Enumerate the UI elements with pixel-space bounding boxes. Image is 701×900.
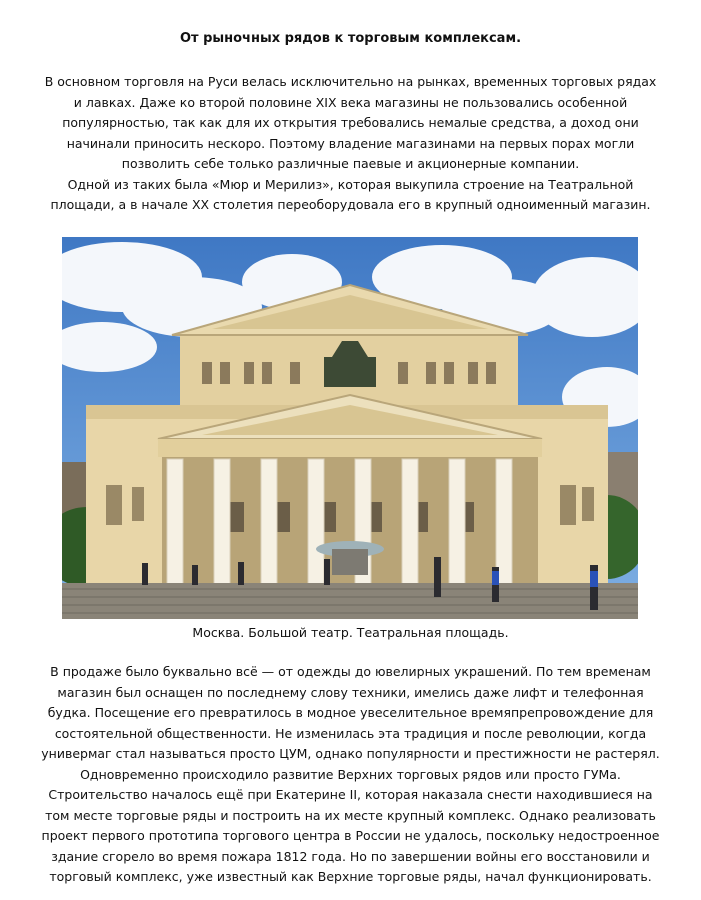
text-line: состоятельной общественности. Не изменилась эта традиция и после революции, когда xyxy=(54,725,647,741)
text-line: Строительство началось ещё при Екатерине II, которая наказала снести находившиеся на xyxy=(48,787,653,802)
text-line: и лавках. Даже ко второй половине XIX века магазины не пользовались особенной xyxy=(73,94,628,110)
text-line: Одной из таких была «Мюр и Мерилиз», которая выкупила строение на Театральной xyxy=(67,176,634,192)
bolshoi-theatre-photo xyxy=(62,237,638,619)
intro-paragraph xyxy=(14,72,687,216)
text-line: универмаг стал называться просто ЦУМ, однако популярности и престижности не растерял. xyxy=(41,746,660,761)
text-line: популярностью, так как для их открытия требовались немалые средства, а доход они xyxy=(62,115,639,130)
text-line: торговый комплекс, уже известный как Верхние торговые ряды, начал функционировать. xyxy=(49,869,652,884)
text-line: том месте торговые ряды и построить на их месте крупный комплекс. Однако реализовать xyxy=(45,807,656,823)
image-caption: Москва. Большой театр. Театральная площадь. xyxy=(192,625,509,640)
body-paragraph xyxy=(14,662,687,888)
text-line: проект первого прототипа торгового центра в России не удалось, поскольку недостроенное xyxy=(41,828,660,843)
text-line: будка. Посещение его превратилось в модное увеселительное времяпрепровождение для xyxy=(47,705,654,720)
text-line: площади, а в начале XX столетия переоборудовала его в крупный одноименный магазин. xyxy=(50,197,651,212)
article-title: От рыночных рядов к торговым комплексам. xyxy=(179,31,522,46)
text-line: начинали приносить нескоро. Поэтому владение магазинами на первых порах могли xyxy=(66,135,635,151)
text-line: магазин был оснащен по последнему слову техники, имелись даже лифт и телефонная xyxy=(57,684,644,700)
text-line: Одновременно происходило развитие Верхних торговых рядов или просто ГУМа. xyxy=(80,766,621,782)
text-line: позволить себе только различные паевые и акционерные компании. xyxy=(121,156,580,171)
text-line: здание сгорело во время пожара 1812 года. Но по завершении войны его восстановили и xyxy=(51,848,650,864)
text-line: В основном торговля на Руси велась исключительно на рынках, временных торговых рядах xyxy=(44,74,657,89)
text-line: В продаже было буквально всё — от одежды до ювелирных украшений. По тем временам xyxy=(50,664,651,679)
